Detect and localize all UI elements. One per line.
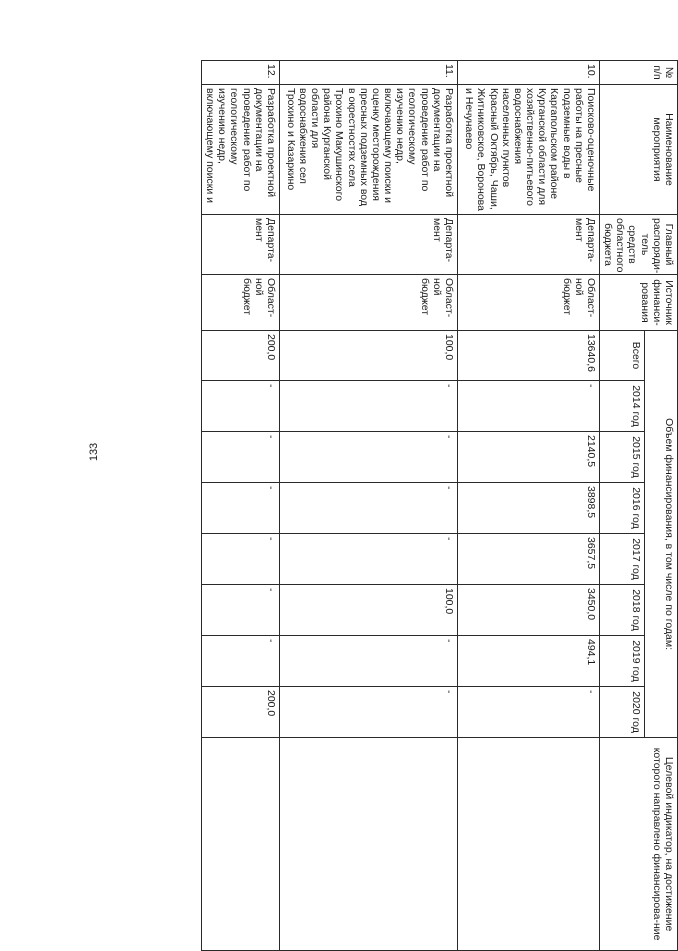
header-year-2016: 2016 год bbox=[599, 483, 644, 534]
header-source: Источник финанси-рования bbox=[599, 275, 677, 331]
row-manager: Департа-мент bbox=[201, 215, 279, 275]
row-name: Поисково-оценочные работы на пресные подземные воды в Каргапольском районе Курганской области для хозяйственно-питьевого водоснабжения населенных пунктов Красный Октябрь, Чаши, Житниковское, Воронова и Нечунаево bbox=[457, 85, 599, 215]
row-manager: Департа-мент bbox=[457, 215, 599, 275]
table-row bbox=[279, 61, 457, 951]
row-name: Разработка проектной документации на проведение работ по геологическому изучению недр, включающему поиски и bbox=[201, 85, 279, 215]
row-indicator bbox=[201, 738, 279, 951]
row-total: 13640,6 bbox=[457, 331, 599, 381]
row-year-2014: - bbox=[457, 381, 599, 432]
page-number bbox=[84, 432, 104, 472]
row-total: 200,0 bbox=[201, 331, 279, 381]
row-year-2016: 3898,5 bbox=[457, 483, 599, 534]
row-year-2014: - bbox=[279, 381, 457, 432]
header-indicator: Целевой индикатор, на достижение которого направлено финансирова-ние bbox=[599, 738, 677, 951]
row-year-2018: - bbox=[201, 585, 279, 636]
header-volume: Объем финансирования, в том числе по годам: bbox=[644, 331, 677, 738]
header-total: Всего bbox=[599, 331, 644, 381]
row-year-2016: - bbox=[279, 483, 457, 534]
row-year-2014: - bbox=[201, 381, 279, 432]
row-year-2015: 2140,5 bbox=[457, 432, 599, 483]
row-year-2018: 3450,0 bbox=[457, 585, 599, 636]
row-year-2020: - bbox=[279, 687, 457, 738]
row-indicator bbox=[279, 738, 457, 951]
row-source: Област-ной бюджет bbox=[201, 275, 279, 331]
row-year-2019: 494,1 bbox=[457, 636, 599, 687]
header-year-2014: 2014 год bbox=[599, 381, 644, 432]
row-year-2020: - bbox=[457, 687, 599, 738]
row-year-2015: - bbox=[279, 432, 457, 483]
row-year-2019: - bbox=[279, 636, 457, 687]
header-year-2015: 2015 год bbox=[599, 432, 644, 483]
row-total: 100,0 bbox=[279, 331, 457, 381]
row-name: Разработка проектной документации на проведение работ по геологическому изучению недр, включающему поиски и оценку месторождения пресных подземных вод в окрестностях села Трохино Макушинского района Курганской области для водоснабжения сел Трохино и Казаркино bbox=[279, 85, 457, 215]
row-year-2018: 100,0 bbox=[279, 585, 457, 636]
row-indicator bbox=[457, 738, 599, 951]
header-year-2020: 2020 год bbox=[599, 687, 644, 738]
row-year-2016: - bbox=[201, 483, 279, 534]
row-year-2017: 3657,5 bbox=[457, 534, 599, 585]
row-source: Област-ной бюджет bbox=[457, 275, 599, 331]
page-number-text: 133 bbox=[88, 442, 100, 462]
row-year-2019: - bbox=[201, 636, 279, 687]
header-manager: Главный распоряди-тель средств областного бюджета bbox=[599, 215, 677, 275]
header-year-2017: 2017 год bbox=[599, 534, 644, 585]
row-year-2015: - bbox=[201, 432, 279, 483]
row-year-2017: - bbox=[201, 534, 279, 585]
table-row bbox=[201, 61, 279, 951]
row-num: 11. bbox=[279, 61, 457, 85]
financing-table-wrapper bbox=[154, 60, 678, 941]
row-year-2017: - bbox=[279, 534, 457, 585]
header-name: Наименование мероприятия bbox=[599, 85, 677, 215]
row-num: 12. bbox=[201, 61, 279, 85]
financing-table bbox=[201, 60, 678, 951]
header-year-2018: 2018 год bbox=[599, 585, 644, 636]
header-year-2019: 2019 год bbox=[599, 636, 644, 687]
row-source: Област-ной бюджет bbox=[279, 275, 457, 331]
row-num: 10. bbox=[457, 61, 599, 85]
row-manager: Департа-мент bbox=[279, 215, 457, 275]
table-row bbox=[457, 61, 599, 951]
row-year-2020: 200,0 bbox=[201, 687, 279, 738]
header-num: № п/п bbox=[599, 61, 677, 85]
